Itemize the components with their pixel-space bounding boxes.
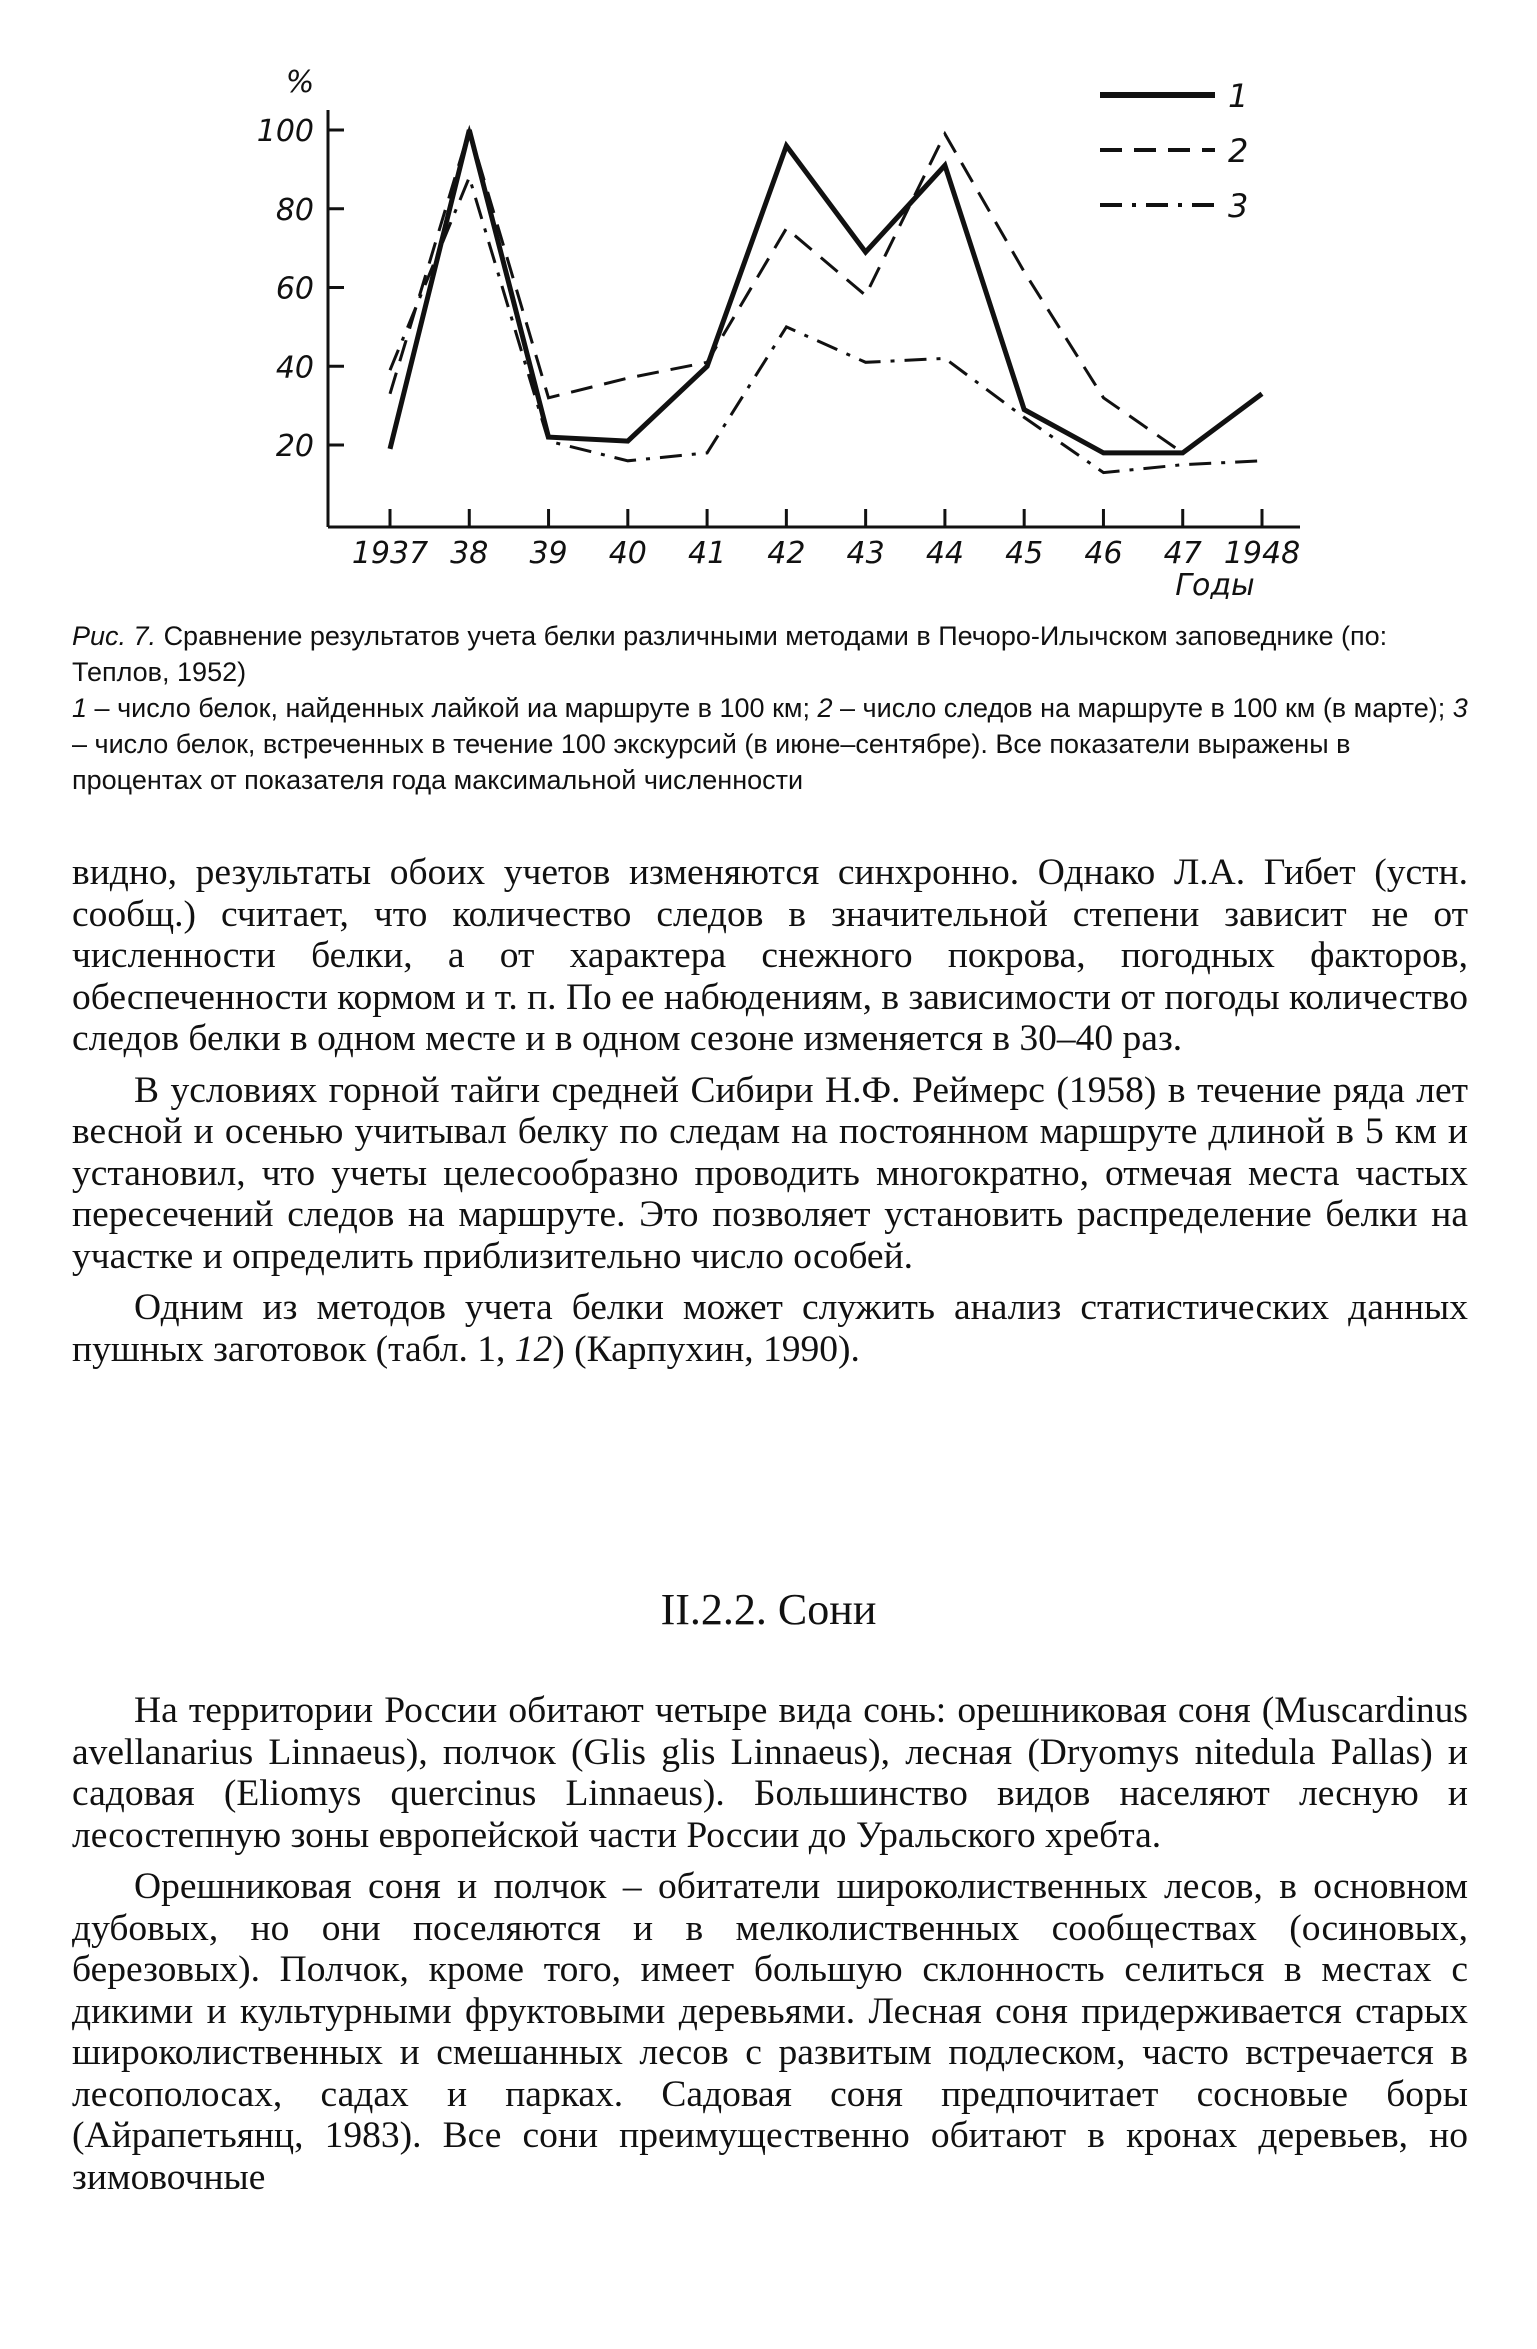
figure-label: Рис. 7. <box>72 621 157 651</box>
chart-series <box>390 130 1262 473</box>
figure-title: Сравнение результатов учета белки различными методами в Печоро-Илычском заповеднике (по: Теплов, 1952) <box>72 621 1388 687</box>
x-tick-label: 41 <box>687 536 727 571</box>
section-paragraph-1: На территории России обитают четыре вида сонь: орешниковая соня (Muscardinus avellanarius Linnaeus), полчок (Glis glis Linnaeus), лесная (Dryomys nitedula Pallas) и садовая (Eliomys quercinus Linnaeus). Большинство видов населяют лесную и лесостепную зоны европейской части России до Уральского хребта. <box>72 1690 1468 1856</box>
chart-axes <box>328 110 1300 527</box>
x-tick-label: 45 <box>1005 536 1044 571</box>
y-axis-ticks <box>257 114 344 464</box>
y-tick-label: 40 <box>275 350 314 386</box>
caption-item-3-number: 3 <box>1452 693 1468 723</box>
caption-item-2-number: 2 <box>817 693 833 723</box>
caption-item-1-number: 1 <box>72 693 88 723</box>
y-tick-label: 80 <box>275 192 314 228</box>
caption-item-1-text: – число белок, найденных лайкой иа маршруте в 100 км; <box>94 693 810 723</box>
x-axis-label: Годы <box>1175 568 1255 603</box>
x-tick-label: 46 <box>1084 536 1123 571</box>
caption-item-3-text: – число белок, встреченных в течение 100 экскурсий (в июне–сентябре). Все показатели выражены в процентах от показателя года максимальной численности <box>72 729 1351 795</box>
x-tick-label: 43 <box>846 536 885 571</box>
x-tick-label: 47 <box>1163 536 1202 571</box>
legend-label-1: 1 <box>1228 77 1249 115</box>
body-text <box>72 852 1468 1380</box>
table-reference: 12 <box>514 1328 553 1370</box>
x-tick-label: 1948 <box>1223 536 1301 571</box>
paragraph-3 <box>72 1287 1468 1370</box>
x-tick-label: 44 <box>925 536 965 571</box>
legend-label-3: 3 <box>1228 187 1249 225</box>
x-axis-ticks <box>352 509 1300 571</box>
y-tick-label: 20 <box>275 429 314 464</box>
x-tick-label: 42 <box>767 536 806 571</box>
paragraph-1: видно, результаты обоих учетов изменяются синхронно. Однако Л.А. Гибет (устн. сообщ.) считает, что количество следов в значительной степени зависит не от численности белки, а от характера снежного покрова, погодных факторов, обеспеченности кормом и т. п. По ее набюдениям, в зависимости от погоды количество следов белки в одном месте и в одном сезоне изменяется в 30–40 раз. <box>72 852 1468 1059</box>
paragraph-3-start: Одним из методов учета белки может служить анализ статистических данных пушных заготовок (табл. 1, <box>72 1287 1468 1370</box>
section-heading: II.2.2. Сони <box>660 1585 877 1634</box>
x-tick-label: 38 <box>450 536 489 571</box>
series-1-line <box>390 130 1262 453</box>
section-paragraph-2: Орешниковая соня и полчок – обитатели широколиственных лесов, в основном дубовых, но они поселяются и в мелколиственных сообществах (осиновых, березовых). Полчок, кроме того, имеет большую склонность селиться в местах с дикими и культурными фруктовыми деревьями. Лесная соня придерживается старых широколиственных и смешанных лесов с развитым подлеском, часто встречается в лесополосах, садах и парках. Садовая соня предпочитает сосновые боры (Айрапетьянц, 1983). Все сони преимущественно обитают в кронах деревьев, но зимовочные <box>72 1866 1468 2198</box>
chart-legend <box>1100 77 1248 225</box>
paragraph-3-end: ) (Карпухин, 1990). <box>552 1328 860 1370</box>
caption-item-2-text: – число следов на маршруте в 100 км (в марте); <box>840 693 1446 723</box>
x-tick-label: 1937 <box>351 536 429 571</box>
figure-7-line-chart <box>0 0 1537 610</box>
y-axis-unit-label: % <box>285 65 315 100</box>
x-tick-label: 39 <box>529 536 568 571</box>
figure-caption <box>72 618 1472 798</box>
x-tick-label: 40 <box>608 536 647 571</box>
legend-label-2: 2 <box>1228 132 1249 170</box>
y-tick-label: 100 <box>256 114 314 149</box>
paragraph-2: В условиях горной тайги средней Сибири Н.Ф. Реймерс (1958) в течение ряда лет весной и осенью учитывал белку по следам на постоянном маршруте длиной в 5 км и установил, что учеты целесообразно проводить многократно, отмечая места частых пересечений следов на маршруте. Это позволяет установить распределение белки на участке и определить приблизительно число особей. <box>72 1069 1468 1277</box>
section-body <box>72 1690 1468 2208</box>
y-tick-label: 60 <box>275 271 314 307</box>
